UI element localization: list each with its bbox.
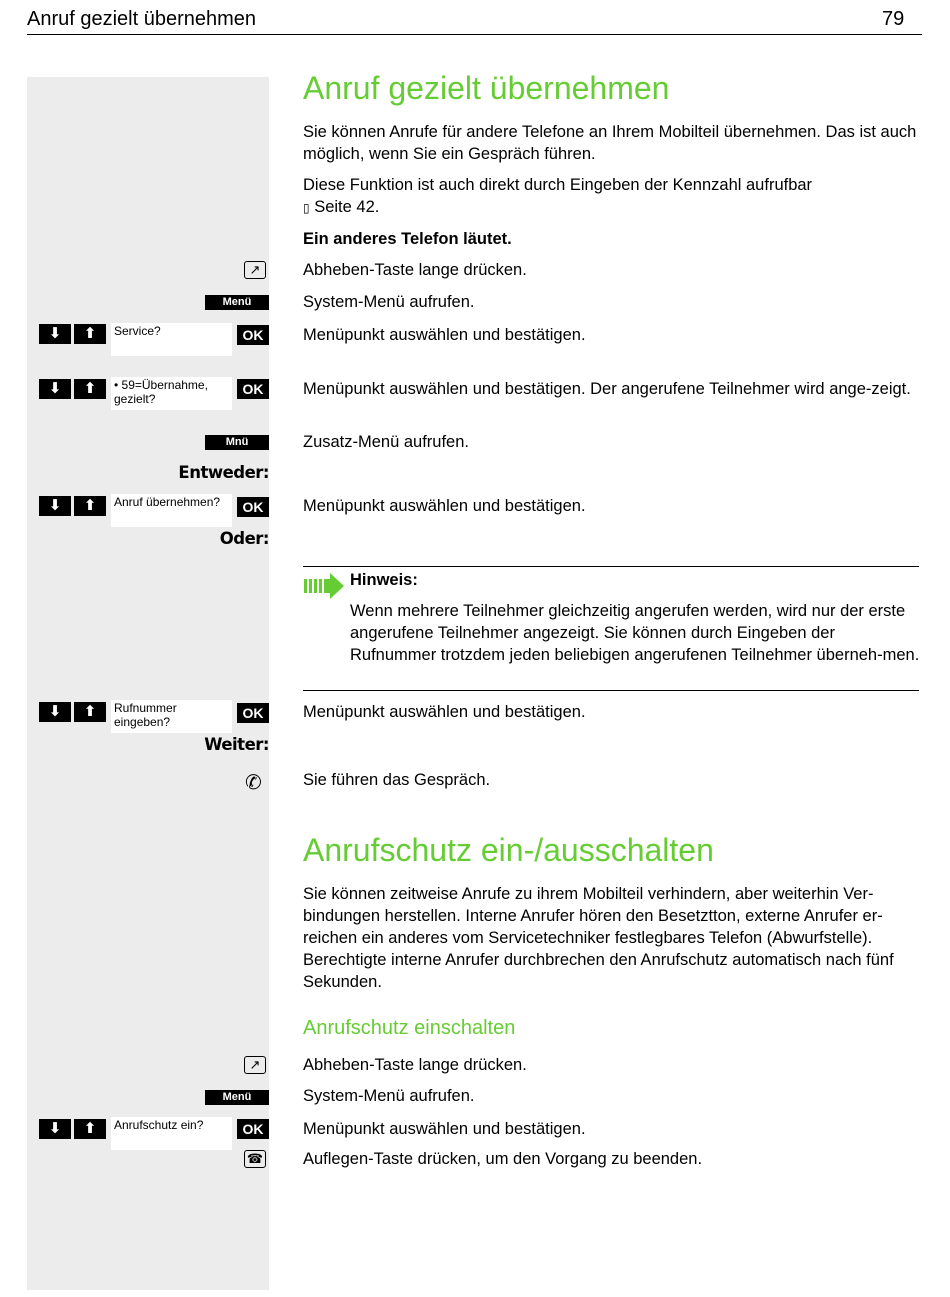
section-title-pickup: Anruf gezielt übernehmen	[303, 70, 670, 106]
hint-title: Hinweis:	[350, 571, 418, 589]
display-enter-number-line1: Rufnummer	[114, 701, 177, 715]
step-select-pickup: Menüpunkt auswählen und bestätigen. Der angerufene Teilnehmer wird ange-zeigt.	[303, 380, 911, 398]
step-system-menu: System-Menü aufrufen.	[303, 293, 475, 311]
page-reference-icon: ▯	[303, 201, 310, 215]
display-pickup	[111, 377, 232, 410]
hint-top-rule	[303, 566, 919, 567]
arrow-down-key[interactable]: ⬇	[39, 496, 71, 516]
ok-button[interactable]: OK	[237, 379, 269, 399]
ringing-heading: Ein anderes Telefon läutet.	[303, 230, 512, 248]
arrow-down-key[interactable]: ⬇	[39, 324, 71, 344]
arrow-down-key[interactable]: ⬇	[39, 1119, 71, 1139]
page-reference-link[interactable]: Seite 42.	[314, 198, 380, 216]
ok-button[interactable]: OK	[237, 1119, 269, 1139]
arrow-up-key[interactable]: ⬆	[74, 702, 106, 722]
arrow-up-key[interactable]: ⬆	[74, 496, 106, 516]
arrow-up-key[interactable]: ⬆	[74, 324, 106, 344]
liftoff-key-icon: ↗	[244, 261, 266, 279]
label-next: Weiter:	[204, 735, 269, 754]
instruction-sidebar	[27, 77, 269, 1290]
intro-paragraph-1: Sie können Anrufe für andere Telefone an Ihrem Mobilteil übernehmen. Das ist auch möglich, wenn Sie ein Gespräch führen.	[303, 123, 917, 163]
display-enter-number	[111, 700, 232, 733]
step-extra-menu: Zusatz-Menü aufrufen.	[303, 433, 469, 451]
display-take-call	[111, 494, 232, 527]
step-select-enter-number: Menüpunkt auswählen und bestätigen.	[303, 703, 586, 721]
label-either: Entweder:	[178, 463, 269, 482]
menu-softkey[interactable]: Menü	[205, 295, 269, 310]
step-liftoff: Abheben-Taste lange drücken.	[303, 261, 527, 279]
step-call: Sie führen das Gespräch.	[303, 771, 491, 789]
arrow-down-key[interactable]: ⬇	[39, 702, 71, 722]
header-rule	[27, 34, 922, 35]
step-select-service: Menüpunkt auswählen und bestätigen.	[303, 326, 586, 344]
display-take-call-text: Anruf übernehmen?	[114, 495, 221, 509]
hangup-key-icon: ☎	[244, 1150, 266, 1168]
hint-bottom-rule	[303, 690, 919, 691]
hint-text: Wenn mehrere Teilnehmer gleichzeitig angerufen werden, wird nur der erste angerufene Teilnehmer angezeigt. Sie können durch Eingeben der Rufnummer trotzdem jeden beliebigen angerufenen Teilnehmer überneh-men.	[350, 602, 920, 664]
display-service-text: Service?	[114, 324, 161, 338]
dnd-step-system-menu: System-Menü aufrufen.	[303, 1087, 475, 1105]
liftoff-key-icon: ↗	[244, 1056, 266, 1074]
label-or: Oder:	[219, 529, 269, 548]
dnd-subtitle: Anrufschutz einschalten	[303, 1017, 516, 1039]
display-pickup-line2: gezielt?	[114, 392, 156, 406]
page-header-title: Anruf gezielt übernehmen	[27, 8, 257, 30]
display-service	[111, 323, 232, 356]
dnd-step-liftoff: Abheben-Taste lange drücken.	[303, 1056, 527, 1074]
ok-button[interactable]: OK	[237, 497, 269, 517]
menu-softkey[interactable]: Menü	[205, 1090, 269, 1105]
intro-paragraph-2	[303, 174, 923, 219]
display-enter-number-line2: eingeben?	[114, 715, 171, 729]
ok-button[interactable]: OK	[237, 703, 269, 723]
mnu-softkey[interactable]: Mnü	[205, 435, 269, 450]
display-pickup-line1: • 59=Übernahme,	[114, 378, 208, 392]
hint-arrow-icon	[304, 573, 344, 599]
step-select-take-call: Menüpunkt auswählen und bestätigen.	[303, 497, 586, 515]
section-title-dnd: Anrufschutz ein-/ausschalten	[303, 832, 714, 868]
dnd-intro: Sie können zeitweise Anrufe zu ihrem Mobilteil verhindern, aber weiterhin Ver-bindungen herstellen. Interne Anrufer hören den Besetztton, externe Anrufer er-reichen ein anderes vom Servicetechniker festlegbares Telefon (Abwurfstelle). Berechtigte interne Anrufer durchbrechen den Anrufschutz automatisch nach fünf Sekunden.	[303, 885, 894, 991]
dnd-step-select: Menüpunkt auswählen und bestätigen.	[303, 1120, 586, 1138]
intro-paragraph-2-text: Diese Funktion ist auch direkt durch Eingeben der Kennzahl aufrufbar	[303, 176, 813, 194]
display-dnd	[111, 1117, 232, 1150]
display-dnd-text: Anrufschutz ein?	[114, 1118, 204, 1132]
dnd-step-hangup: Auflegen-Taste drücken, um den Vorgang zu beenden.	[303, 1150, 703, 1168]
page-number: 79	[882, 8, 905, 30]
arrow-up-key[interactable]: ⬆	[74, 1119, 106, 1139]
arrow-up-key[interactable]: ⬆	[74, 379, 106, 399]
arrow-down-key[interactable]: ⬇	[39, 379, 71, 399]
ok-button[interactable]: OK	[237, 325, 269, 345]
handset-icon: ✆	[245, 772, 262, 794]
